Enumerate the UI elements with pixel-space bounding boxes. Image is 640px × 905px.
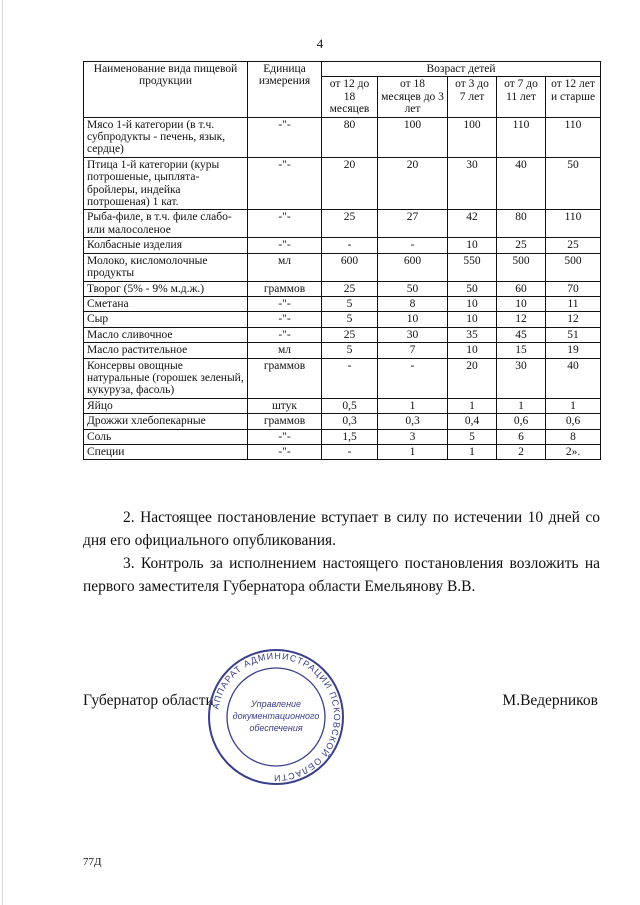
value-cell: 5 bbox=[322, 296, 378, 311]
value-cell: 25 bbox=[322, 281, 378, 296]
value-cell: 60 bbox=[497, 281, 546, 296]
table-row bbox=[84, 238, 601, 253]
product-name-cell: Колбасные изделия bbox=[84, 238, 248, 253]
value-cell: 7 bbox=[378, 343, 448, 358]
value-cell: 0,3 bbox=[322, 414, 378, 429]
value-cell: 110 bbox=[546, 117, 601, 157]
footer-code: 77Д bbox=[83, 856, 102, 868]
unit-cell: -"- bbox=[248, 157, 322, 210]
unit-cell: штук bbox=[248, 398, 322, 413]
value-cell: 27 bbox=[378, 210, 448, 238]
header-age-3: от 7 до 11 лет bbox=[497, 77, 546, 117]
product-name-cell: Специи bbox=[84, 444, 248, 459]
value-cell: 19 bbox=[546, 343, 601, 358]
value-cell: 1 bbox=[448, 444, 497, 459]
table-row bbox=[84, 343, 601, 358]
value-cell: 20 bbox=[448, 358, 497, 398]
value-cell: 8 bbox=[546, 429, 601, 444]
seal-inner-line: обеспечения bbox=[249, 723, 303, 733]
seal-inner-line: документационного bbox=[232, 711, 320, 721]
product-name-cell: Масло сливочное bbox=[84, 327, 248, 342]
product-name-cell: Сыр bbox=[84, 312, 248, 327]
value-cell: 0,6 bbox=[546, 414, 601, 429]
value-cell: 25 bbox=[322, 210, 378, 238]
value-cell: 10 bbox=[448, 343, 497, 358]
value-cell: 70 bbox=[546, 281, 601, 296]
value-cell: 5 bbox=[322, 343, 378, 358]
value-cell: 1 bbox=[546, 398, 601, 413]
value-cell: 11 bbox=[546, 296, 601, 311]
table-row bbox=[84, 253, 601, 281]
value-cell: 10 bbox=[448, 238, 497, 253]
value-cell: 1 bbox=[497, 398, 546, 413]
value-cell: 20 bbox=[378, 157, 448, 210]
product-name-cell: Творог (5% - 9% м.д.ж.) bbox=[84, 281, 248, 296]
value-cell: 5 bbox=[322, 312, 378, 327]
unit-cell: граммов bbox=[248, 358, 322, 398]
value-cell: 3 bbox=[378, 429, 448, 444]
table-row bbox=[84, 414, 601, 429]
value-cell: 30 bbox=[448, 157, 497, 210]
value-cell: 110 bbox=[546, 210, 601, 238]
header-product-name: Наименование вида пищевой продукции bbox=[84, 62, 248, 118]
value-cell: 15 bbox=[497, 343, 546, 358]
value-cell: 0,5 bbox=[322, 398, 378, 413]
header-age-1: от 18 месяцев до 3 лет bbox=[378, 77, 448, 117]
unit-cell: -"- bbox=[248, 210, 322, 238]
table-row bbox=[84, 429, 601, 444]
value-cell: - bbox=[378, 238, 448, 253]
value-cell: 5 bbox=[448, 429, 497, 444]
value-cell: - bbox=[322, 444, 378, 459]
value-cell: 10 bbox=[448, 312, 497, 327]
table-row bbox=[84, 327, 601, 342]
product-name-cell: Сметана bbox=[84, 296, 248, 311]
value-cell: 10 bbox=[378, 312, 448, 327]
table-row bbox=[84, 296, 601, 311]
table-row bbox=[84, 398, 601, 413]
value-cell: 110 bbox=[497, 117, 546, 157]
food-norms-table bbox=[83, 61, 601, 460]
value-cell: 0,4 bbox=[448, 414, 497, 429]
value-cell: - bbox=[322, 358, 378, 398]
product-name-cell: Дрожжи хлебопекарные bbox=[84, 414, 248, 429]
table-row bbox=[84, 157, 601, 210]
unit-cell: -"- bbox=[248, 238, 322, 253]
value-cell: 6 bbox=[497, 429, 546, 444]
value-cell: 35 bbox=[448, 327, 497, 342]
product-name-cell: Консервы овощные натуральные (горошек зеленый, кукуруза, фасоль) bbox=[84, 358, 248, 398]
unit-cell: -"- bbox=[248, 117, 322, 157]
unit-cell: -"- bbox=[248, 296, 322, 311]
table-row bbox=[84, 117, 601, 157]
value-cell: 600 bbox=[322, 253, 378, 281]
value-cell: 0,3 bbox=[378, 414, 448, 429]
header-unit: Единица измерения bbox=[248, 62, 322, 118]
value-cell: - bbox=[378, 358, 448, 398]
value-cell: 1 bbox=[378, 444, 448, 459]
table-row bbox=[84, 210, 601, 238]
value-cell: 10 bbox=[448, 296, 497, 311]
table-row bbox=[84, 312, 601, 327]
value-cell: 550 bbox=[448, 253, 497, 281]
value-cell: 50 bbox=[448, 281, 497, 296]
product-name-cell: Мясо 1-й категории (в т.ч. субпродукты - печень, язык, сердце) bbox=[84, 117, 248, 157]
official-seal bbox=[206, 647, 346, 787]
unit-cell: -"- bbox=[248, 327, 322, 342]
value-cell: 100 bbox=[448, 117, 497, 157]
unit-cell: мл bbox=[248, 253, 322, 281]
value-cell: 1 bbox=[448, 398, 497, 413]
product-name-cell: Птица 1-й категории (куры потрошеные, цыплята-бройлеры, индейка потрошеная) 1 кат. bbox=[84, 157, 248, 210]
value-cell: 40 bbox=[546, 358, 601, 398]
value-cell: 100 bbox=[378, 117, 448, 157]
header-age-2: от 3 до 7 лет bbox=[448, 77, 497, 117]
product-name-cell: Яйцо bbox=[84, 398, 248, 413]
table-body bbox=[84, 117, 601, 460]
value-cell: 25 bbox=[322, 327, 378, 342]
value-cell: 42 bbox=[448, 210, 497, 238]
unit-cell: -"- bbox=[248, 312, 322, 327]
value-cell: 1 bbox=[378, 398, 448, 413]
value-cell: 12 bbox=[546, 312, 601, 327]
value-cell: 80 bbox=[497, 210, 546, 238]
header-age-group: Возраст детей bbox=[322, 62, 601, 77]
product-name-cell: Соль bbox=[84, 429, 248, 444]
value-cell: 51 bbox=[546, 327, 601, 342]
value-cell: 25 bbox=[546, 238, 601, 253]
value-cell: 30 bbox=[497, 358, 546, 398]
unit-cell: -"- bbox=[248, 444, 322, 459]
scan-edge bbox=[2, 0, 3, 905]
value-cell: 2 bbox=[497, 444, 546, 459]
table-row bbox=[84, 444, 601, 459]
value-cell: 12 bbox=[497, 312, 546, 327]
product-name-cell: Рыба-филе, в т.ч. филе слабо- или малосоленое bbox=[84, 210, 248, 238]
value-cell: 2». bbox=[546, 444, 601, 459]
paragraph-effective-date: 2. Настоящее постановление вступает в силу по истечении 10 дней со дня его официального опубликования. bbox=[83, 509, 600, 549]
value-cell: 40 bbox=[497, 157, 546, 210]
page-number: 4 bbox=[316, 36, 324, 51]
table-row bbox=[84, 281, 601, 296]
value-cell: 0,6 bbox=[497, 414, 546, 429]
signature-position: Губернатор области bbox=[83, 692, 214, 709]
value-cell: 20 bbox=[322, 157, 378, 210]
unit-cell: -"- bbox=[248, 429, 322, 444]
value-cell: 80 bbox=[322, 117, 378, 157]
value-cell: 10 bbox=[497, 296, 546, 311]
unit-cell: мл bbox=[248, 343, 322, 358]
product-name-cell: Масло растительное bbox=[84, 343, 248, 358]
paragraph-control: 3. Контроль за исполнением настоящего постановления возложить на первого заместителя Губернатора области Емельянову В.В. bbox=[83, 555, 600, 595]
signature-name: М.Ведерников bbox=[502, 692, 598, 709]
table-row bbox=[84, 358, 601, 398]
value-cell: 600 bbox=[378, 253, 448, 281]
value-cell: 8 bbox=[378, 296, 448, 311]
product-name-cell: Молоко, кисломолочные продукты bbox=[84, 253, 248, 281]
value-cell: 50 bbox=[546, 157, 601, 210]
value-cell: 30 bbox=[378, 327, 448, 342]
header-age-4: от 12 лет и старше bbox=[546, 77, 601, 117]
value-cell: 45 bbox=[497, 327, 546, 342]
seal-inner-line: Управление bbox=[250, 699, 302, 709]
value-cell: 500 bbox=[546, 253, 601, 281]
header-age-0: от 12 до 18 месяцев bbox=[322, 77, 378, 117]
unit-cell: граммов bbox=[248, 414, 322, 429]
value-cell: 50 bbox=[378, 281, 448, 296]
unit-cell: граммов bbox=[248, 281, 322, 296]
value-cell: - bbox=[322, 238, 378, 253]
value-cell: 1,5 bbox=[322, 429, 378, 444]
value-cell: 500 bbox=[497, 253, 546, 281]
table-header-row bbox=[84, 62, 601, 77]
seal-outer-text: АППАРАТ АДМИНИСТРАЦИИ ПСКОВСКОЙ ОБЛАСТИ bbox=[210, 650, 343, 784]
value-cell: 25 bbox=[497, 238, 546, 253]
